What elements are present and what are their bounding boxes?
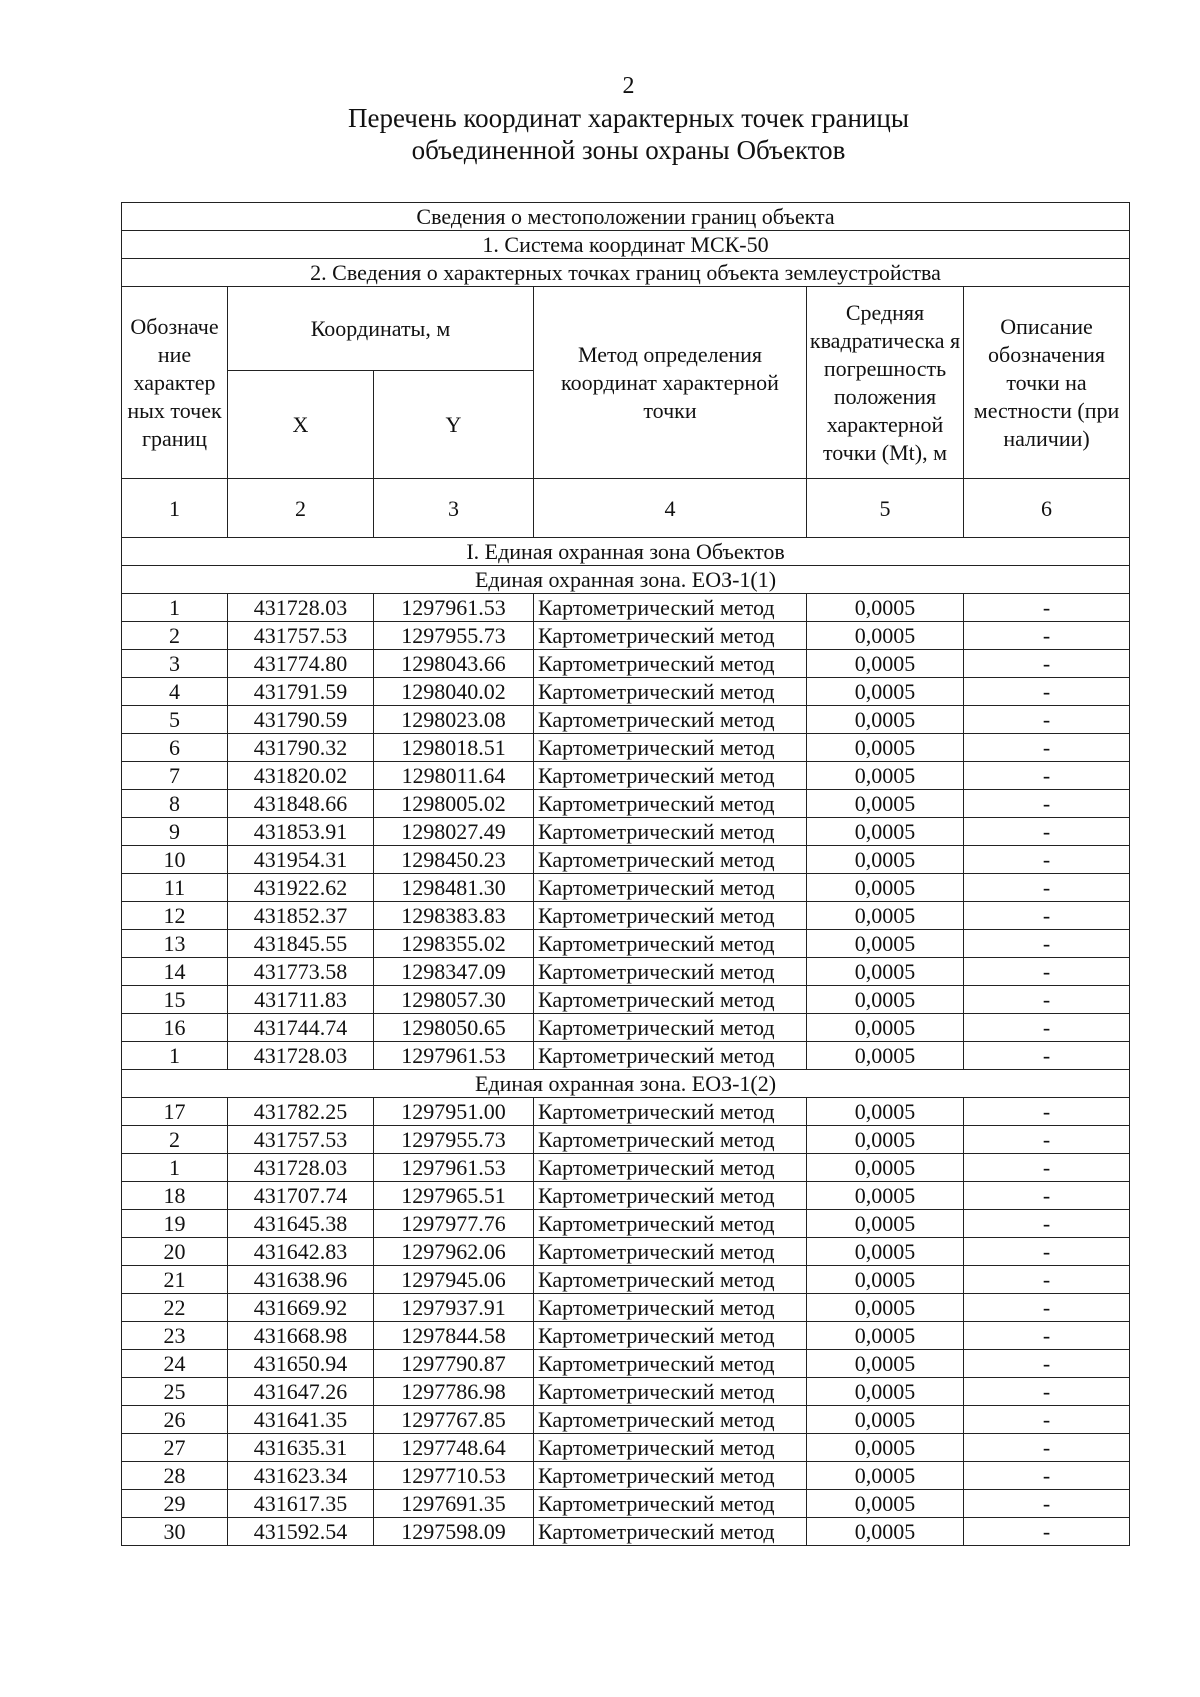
caption-coordinate-system: 1. Система координат МСК-50 xyxy=(122,231,1130,259)
point-number: 20 xyxy=(122,1238,228,1266)
method: Картометрический метод xyxy=(534,622,807,650)
error-value: 0,0005 xyxy=(807,1462,964,1490)
point-number: 29 xyxy=(122,1490,228,1518)
error-value: 0,0005 xyxy=(807,650,964,678)
y-coordinate: 1297961.53 xyxy=(374,1042,534,1070)
point-number: 28 xyxy=(122,1462,228,1490)
table-row xyxy=(122,734,1130,762)
zone-title: Единая охранная зона. ЕОЗ-1(2) xyxy=(122,1070,1130,1098)
point-number: 22 xyxy=(122,1294,228,1322)
method: Картометрический метод xyxy=(534,846,807,874)
table-row xyxy=(122,846,1130,874)
error-value: 0,0005 xyxy=(807,1518,964,1546)
x-coordinate: 431845.55 xyxy=(228,930,374,958)
point-number: 21 xyxy=(122,1266,228,1294)
y-coordinate: 1297945.06 xyxy=(374,1266,534,1294)
zone-title: Единая охранная зона. ЕОЗ-1(1) xyxy=(122,566,1130,594)
x-coordinate: 431728.03 xyxy=(228,594,374,622)
table-row xyxy=(122,594,1130,622)
header-point-designation: Обозначе ние характер ных точек границ xyxy=(122,287,228,479)
method: Картометрический метод xyxy=(534,1294,807,1322)
x-coordinate: 431669.92 xyxy=(228,1294,374,1322)
error-value: 0,0005 xyxy=(807,958,964,986)
description: - xyxy=(964,818,1130,846)
point-number: 30 xyxy=(122,1518,228,1546)
error-value: 0,0005 xyxy=(807,1238,964,1266)
point-number: 2 xyxy=(122,1126,228,1154)
x-coordinate: 431711.83 xyxy=(228,986,374,1014)
page-number: 2 xyxy=(622,73,635,99)
table-row xyxy=(122,1294,1130,1322)
table-row xyxy=(122,1014,1130,1042)
x-coordinate: 431922.62 xyxy=(228,874,374,902)
method: Картометрический метод xyxy=(534,762,807,790)
table-row xyxy=(122,790,1130,818)
y-coordinate: 1297962.06 xyxy=(374,1238,534,1266)
y-coordinate: 1297955.73 xyxy=(374,622,534,650)
table-row xyxy=(122,622,1130,650)
error-value: 0,0005 xyxy=(807,902,964,930)
point-number: 11 xyxy=(122,874,228,902)
method: Картометрический метод xyxy=(534,1350,807,1378)
method: Картометрический метод xyxy=(534,1462,807,1490)
description: - xyxy=(964,622,1130,650)
point-number: 27 xyxy=(122,1434,228,1462)
point-number: 8 xyxy=(122,790,228,818)
column-number: 4 xyxy=(534,479,807,538)
x-coordinate: 431592.54 xyxy=(228,1518,374,1546)
x-coordinate: 431642.83 xyxy=(228,1238,374,1266)
error-value: 0,0005 xyxy=(807,1350,964,1378)
error-value: 0,0005 xyxy=(807,1322,964,1350)
point-number: 12 xyxy=(122,902,228,930)
x-coordinate: 431782.25 xyxy=(228,1098,374,1126)
y-coordinate: 1298011.64 xyxy=(374,762,534,790)
table-row xyxy=(122,1350,1130,1378)
y-coordinate: 1298023.08 xyxy=(374,706,534,734)
method: Картометрический метод xyxy=(534,790,807,818)
description: - xyxy=(964,650,1130,678)
point-number: 15 xyxy=(122,986,228,1014)
table-row xyxy=(122,1490,1130,1518)
y-coordinate: 1297951.00 xyxy=(374,1098,534,1126)
description: - xyxy=(964,986,1130,1014)
y-coordinate: 1297598.09 xyxy=(374,1518,534,1546)
method: Картометрический метод xyxy=(534,1098,807,1126)
header-method: Метод определения координат характерной точки xyxy=(534,287,807,479)
method: Картометрический метод xyxy=(534,1406,807,1434)
table-row xyxy=(122,1266,1130,1294)
column-number: 3 xyxy=(374,479,534,538)
error-value: 0,0005 xyxy=(807,762,964,790)
table-row xyxy=(122,650,1130,678)
error-value: 0,0005 xyxy=(807,1014,964,1042)
y-coordinate: 1297710.53 xyxy=(374,1462,534,1490)
y-coordinate: 1297844.58 xyxy=(374,1322,534,1350)
description: - xyxy=(964,1518,1130,1546)
table-row xyxy=(122,1378,1130,1406)
point-number: 16 xyxy=(122,1014,228,1042)
x-coordinate: 431852.37 xyxy=(228,902,374,930)
method: Картометрический метод xyxy=(534,958,807,986)
header-coordinates: Координаты, м xyxy=(228,287,534,371)
error-value: 0,0005 xyxy=(807,1210,964,1238)
description: - xyxy=(964,790,1130,818)
y-coordinate: 1297786.98 xyxy=(374,1378,534,1406)
description: - xyxy=(964,706,1130,734)
description: - xyxy=(964,678,1130,706)
description: - xyxy=(964,1434,1130,1462)
error-value: 0,0005 xyxy=(807,706,964,734)
point-number: 23 xyxy=(122,1322,228,1350)
x-coordinate: 431757.53 xyxy=(228,1126,374,1154)
x-coordinate: 431647.26 xyxy=(228,1378,374,1406)
header-x: X xyxy=(228,371,374,479)
error-value: 0,0005 xyxy=(807,790,964,818)
table-row xyxy=(122,930,1130,958)
description: - xyxy=(964,1098,1130,1126)
column-number: 2 xyxy=(228,479,374,538)
method: Картометрический метод xyxy=(534,650,807,678)
method: Картометрический метод xyxy=(534,1014,807,1042)
point-number: 18 xyxy=(122,1182,228,1210)
caption-points: 2. Сведения о характерных точках границ объекта землеустройства xyxy=(122,259,1130,287)
x-coordinate: 431617.35 xyxy=(228,1490,374,1518)
x-coordinate: 431757.53 xyxy=(228,622,374,650)
column-number-row xyxy=(122,479,1130,538)
table-row xyxy=(122,986,1130,1014)
error-value: 0,0005 xyxy=(807,734,964,762)
header-error: Средняя квадратическа я погрешность положения характерной точки (Mt), м xyxy=(807,287,964,479)
y-coordinate: 1297937.91 xyxy=(374,1294,534,1322)
point-number: 3 xyxy=(122,650,228,678)
error-value: 0,0005 xyxy=(807,1042,964,1070)
table-row xyxy=(122,678,1130,706)
description: - xyxy=(964,1042,1130,1070)
description: - xyxy=(964,1238,1130,1266)
section-title: I. Единая охранная зона Объектов xyxy=(122,538,1130,566)
description: - xyxy=(964,874,1130,902)
method: Картометрический метод xyxy=(534,818,807,846)
table-row xyxy=(122,1322,1130,1350)
description: - xyxy=(964,930,1130,958)
point-number: 14 xyxy=(122,958,228,986)
x-coordinate: 431790.59 xyxy=(228,706,374,734)
error-value: 0,0005 xyxy=(807,874,964,902)
header-y: Y xyxy=(374,371,534,479)
error-value: 0,0005 xyxy=(807,622,964,650)
method: Картометрический метод xyxy=(534,1490,807,1518)
x-coordinate: 431641.35 xyxy=(228,1406,374,1434)
x-coordinate: 431744.74 xyxy=(228,1014,374,1042)
y-coordinate: 1298050.65 xyxy=(374,1014,534,1042)
method: Картометрический метод xyxy=(534,1266,807,1294)
table-row xyxy=(122,818,1130,846)
x-coordinate: 431638.96 xyxy=(228,1266,374,1294)
column-number: 5 xyxy=(807,479,964,538)
point-number: 1 xyxy=(122,594,228,622)
point-number: 26 xyxy=(122,1406,228,1434)
method: Картометрический метод xyxy=(534,706,807,734)
description: - xyxy=(964,1406,1130,1434)
title-line-2: объединенной зоны охраны Объектов xyxy=(411,135,846,165)
point-number: 5 xyxy=(122,706,228,734)
error-value: 0,0005 xyxy=(807,1098,964,1126)
table-row xyxy=(122,1518,1130,1546)
method: Картометрический метод xyxy=(534,1042,807,1070)
method: Картометрический метод xyxy=(534,930,807,958)
description: - xyxy=(964,1490,1130,1518)
description: - xyxy=(964,846,1130,874)
error-value: 0,0005 xyxy=(807,986,964,1014)
error-value: 0,0005 xyxy=(807,678,964,706)
description: - xyxy=(964,1378,1130,1406)
description: - xyxy=(964,1322,1130,1350)
table-row xyxy=(122,762,1130,790)
table-row xyxy=(122,1210,1130,1238)
table-row xyxy=(122,902,1130,930)
description: - xyxy=(964,1294,1130,1322)
error-value: 0,0005 xyxy=(807,818,964,846)
x-coordinate: 431623.34 xyxy=(228,1462,374,1490)
method: Картометрический метод xyxy=(534,1210,807,1238)
header-description: Описание обозначения точки на местности (при наличии) xyxy=(964,287,1130,479)
y-coordinate: 1297961.53 xyxy=(374,594,534,622)
x-coordinate: 431954.31 xyxy=(228,846,374,874)
description: - xyxy=(964,958,1130,986)
error-value: 0,0005 xyxy=(807,1378,964,1406)
point-number: 4 xyxy=(122,678,228,706)
coordinates-table xyxy=(121,202,1130,1546)
x-coordinate: 431635.31 xyxy=(228,1434,374,1462)
error-value: 0,0005 xyxy=(807,1154,964,1182)
method: Картометрический метод xyxy=(534,678,807,706)
point-number: 19 xyxy=(122,1210,228,1238)
x-coordinate: 431668.98 xyxy=(228,1322,374,1350)
table-row xyxy=(122,1462,1130,1490)
y-coordinate: 1297691.35 xyxy=(374,1490,534,1518)
method: Картометрический метод xyxy=(534,1238,807,1266)
x-coordinate: 431707.74 xyxy=(228,1182,374,1210)
y-coordinate: 1297955.73 xyxy=(374,1126,534,1154)
y-coordinate: 1298355.02 xyxy=(374,930,534,958)
x-coordinate: 431820.02 xyxy=(228,762,374,790)
point-number: 7 xyxy=(122,762,228,790)
description: - xyxy=(964,1266,1130,1294)
point-number: 2 xyxy=(122,622,228,650)
method: Картометрический метод xyxy=(534,1322,807,1350)
description: - xyxy=(964,1182,1130,1210)
error-value: 0,0005 xyxy=(807,1126,964,1154)
column-number: 1 xyxy=(122,479,228,538)
error-value: 0,0005 xyxy=(807,594,964,622)
error-value: 0,0005 xyxy=(807,930,964,958)
y-coordinate: 1298018.51 xyxy=(374,734,534,762)
method: Картометрический метод xyxy=(534,874,807,902)
description: - xyxy=(964,1126,1130,1154)
y-coordinate: 1297965.51 xyxy=(374,1182,534,1210)
method: Картометрический метод xyxy=(534,986,807,1014)
table-row xyxy=(122,874,1130,902)
point-number: 9 xyxy=(122,818,228,846)
y-coordinate: 1297790.87 xyxy=(374,1350,534,1378)
table-row xyxy=(122,706,1130,734)
x-coordinate: 431791.59 xyxy=(228,678,374,706)
error-value: 0,0005 xyxy=(807,1294,964,1322)
error-value: 0,0005 xyxy=(807,1434,964,1462)
method: Картометрический метод xyxy=(534,1182,807,1210)
table-row xyxy=(122,1154,1130,1182)
x-coordinate: 431790.32 xyxy=(228,734,374,762)
title-line-1: Перечень координат характерных точек границы xyxy=(348,103,909,133)
caption-location: Сведения о местоположении границ объекта xyxy=(122,203,1130,231)
description: - xyxy=(964,762,1130,790)
error-value: 0,0005 xyxy=(807,1490,964,1518)
method: Картометрический метод xyxy=(534,734,807,762)
point-number: 10 xyxy=(122,846,228,874)
point-number: 13 xyxy=(122,930,228,958)
description: - xyxy=(964,1014,1130,1042)
error-value: 0,0005 xyxy=(807,1266,964,1294)
table-row xyxy=(122,1406,1130,1434)
point-number: 1 xyxy=(122,1154,228,1182)
description: - xyxy=(964,1350,1130,1378)
error-value: 0,0005 xyxy=(807,1406,964,1434)
method: Картометрический метод xyxy=(534,1434,807,1462)
x-coordinate: 431773.58 xyxy=(228,958,374,986)
y-coordinate: 1298027.49 xyxy=(374,818,534,846)
x-coordinate: 431645.38 xyxy=(228,1210,374,1238)
point-number: 1 xyxy=(122,1042,228,1070)
table-row xyxy=(122,1238,1130,1266)
y-coordinate: 1298040.02 xyxy=(374,678,534,706)
y-coordinate: 1297977.76 xyxy=(374,1210,534,1238)
table-row xyxy=(122,1042,1130,1070)
description: - xyxy=(964,594,1130,622)
table-row xyxy=(122,1126,1130,1154)
error-value: 0,0005 xyxy=(807,846,964,874)
x-coordinate: 431650.94 xyxy=(228,1350,374,1378)
point-number: 6 xyxy=(122,734,228,762)
table-row xyxy=(122,958,1130,986)
y-coordinate: 1298057.30 xyxy=(374,986,534,1014)
method: Картометрический метод xyxy=(534,1518,807,1546)
method: Картометрический метод xyxy=(534,1378,807,1406)
y-coordinate: 1297961.53 xyxy=(374,1154,534,1182)
y-coordinate: 1298005.02 xyxy=(374,790,534,818)
point-number: 17 xyxy=(122,1098,228,1126)
y-coordinate: 1298450.23 xyxy=(374,846,534,874)
error-value: 0,0005 xyxy=(807,1182,964,1210)
x-coordinate: 431728.03 xyxy=(228,1042,374,1070)
y-coordinate: 1298043.66 xyxy=(374,650,534,678)
table-row xyxy=(122,1182,1130,1210)
description: - xyxy=(964,734,1130,762)
table-row xyxy=(122,1098,1130,1126)
y-coordinate: 1297748.64 xyxy=(374,1434,534,1462)
column-number: 6 xyxy=(964,479,1130,538)
description: - xyxy=(964,902,1130,930)
y-coordinate: 1298383.83 xyxy=(374,902,534,930)
table-row xyxy=(122,1434,1130,1462)
description: - xyxy=(964,1154,1130,1182)
description: - xyxy=(964,1210,1130,1238)
point-number: 25 xyxy=(122,1378,228,1406)
method: Картометрический метод xyxy=(534,1126,807,1154)
description: - xyxy=(964,1462,1130,1490)
document-title xyxy=(0,102,1200,166)
method: Картометрический метод xyxy=(534,902,807,930)
y-coordinate: 1297767.85 xyxy=(374,1406,534,1434)
x-coordinate: 431774.80 xyxy=(228,650,374,678)
point-number: 24 xyxy=(122,1350,228,1378)
y-coordinate: 1298481.30 xyxy=(374,874,534,902)
method: Картометрический метод xyxy=(534,594,807,622)
method: Картометрический метод xyxy=(534,1154,807,1182)
x-coordinate: 431853.91 xyxy=(228,818,374,846)
x-coordinate: 431848.66 xyxy=(228,790,374,818)
x-coordinate: 431728.03 xyxy=(228,1154,374,1182)
y-coordinate: 1298347.09 xyxy=(374,958,534,986)
